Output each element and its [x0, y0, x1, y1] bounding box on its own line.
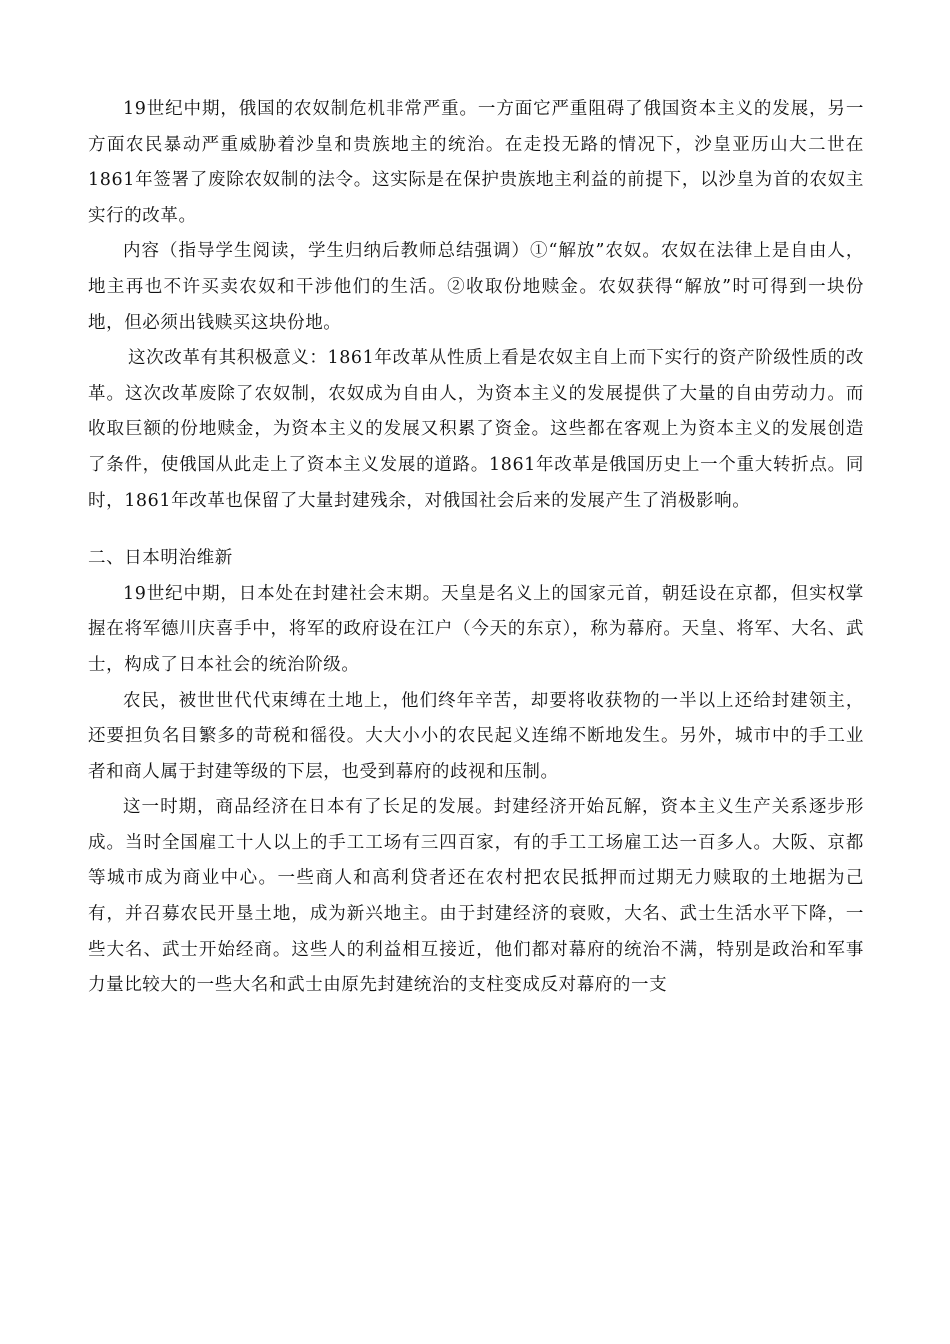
document-page	[88, 92, 864, 1004]
paragraph-japan-feudal-society: 19世纪中期，日本处在封建社会末期。天皇是名义上的国家元首，朝廷设在京都，但实权掌握在将军德川庆喜手中，将军的政府设在江户（今天的东京），称为幕府。天皇、将军、大名、武士，构成了日本社会的统治阶级。	[88, 583, 864, 675]
section-gap	[88, 519, 864, 541]
paragraph-japan-peasants: 农民，被世世代代束缚在土地上，他们终年辛苦，却要将收获物的一半以上还给封建领主，还要担负名目繁多的苛税和徭役。大大小小的农民起义连绵不断地发生。另外，城市中的手工业者和商人属于封建等级的下层，也受到幕府的歧视和压制。	[88, 690, 864, 782]
paragraph-reform-significance: 这次改革有其积极意义：1861年改革从性质上看是农奴主自上而下实行的资产阶级性质的改革。这次改革废除了农奴制，农奴成为自由人，为资本主义的发展提供了大量的自由劳动力。而收取巨额的份地赎金，为资本主义的发展又积累了资金。这些都在客观上为资本主义的发展创造了条件，使俄国从此走上了资本主义发展的道路。1861年改革是俄国历史上一个重大转折点。同时，1861年改革也保留了大量封建残余，对俄国社会后来的发展产生了消极影响。	[88, 348, 864, 511]
paragraph-reform-content: 内容（指导学生阅读，学生归纳后教师总结强调）①“解放”农奴。农奴在法律上是自由人，地主再也不许买卖农奴和干涉他们的生活。②收取份地赎金。农奴获得“解放”时可得到一块份地，但必须出钱赎买这块份地。	[88, 241, 864, 333]
section-heading-meiji-restoration: 二、日本明治维新	[88, 548, 233, 569]
paragraph-japan-commodity-economy: 这一时期，商品经济在日本有了长足的发展。封建经济开始瓦解，资本主义生产关系逐步形成。当时全国雇工十人以上的手工工场有三四百家，有的手工工场雇工达一百多人。大阪、京都等城市成为商业中心。一些商人和高利贷者还在农村把农民抵押而过期无力赎取的土地据为己有，并召募农民开垦土地，成为新兴地主。由于封建经济的衰败，大名、武士生活水平下降，一些大名、武士开始经商。这些人的利益相互接近，他们都对幕府的统治不满，特别是政治和军事力量比较大的一些大名和武士由原先封建统治的支柱变成反对幕府的一支	[88, 797, 864, 996]
paragraph-russia-serfdom-crisis: 19世纪中期，俄国的农奴制危机非常严重。一方面它严重阻碍了俄国资本主义的发展，另一方面农民暴动严重威胁着沙皇和贵族地主的统治。在走投无路的情况下，沙皇亚历山大二世在1861年签署了废除农奴制的法令。这实际是在保护贵族地主利益的前提下，以沙皇为首的农奴主实行的改革。	[88, 99, 864, 226]
